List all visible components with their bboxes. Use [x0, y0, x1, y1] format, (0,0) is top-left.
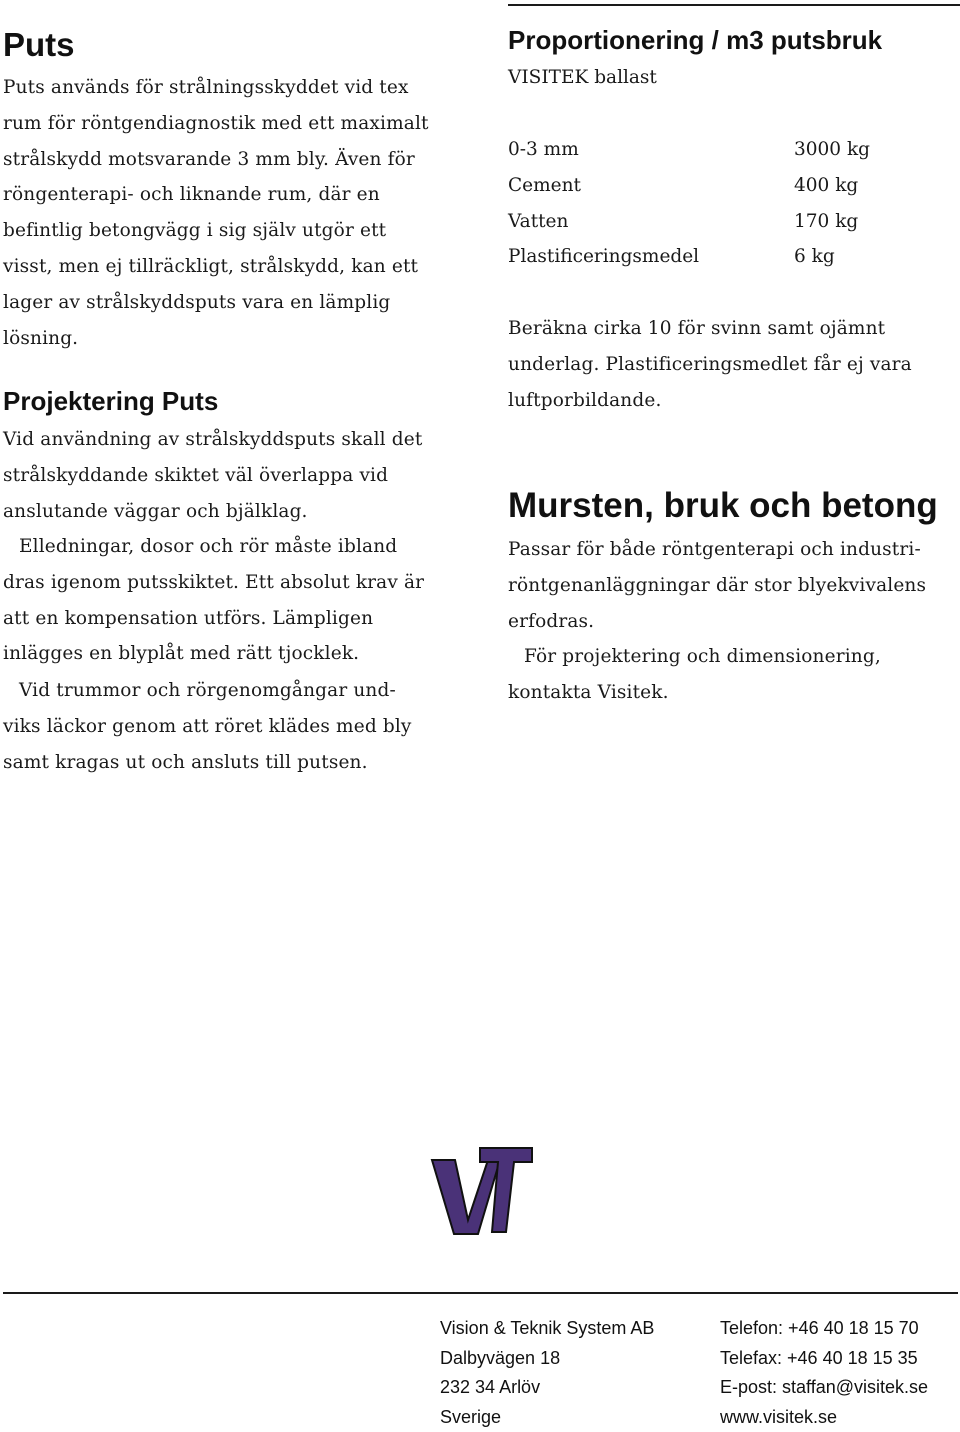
text-line: lager av strålskyddsputs vara en lämplig — [3, 291, 391, 313]
logo-v-shape — [432, 1160, 500, 1234]
postal-address: 232 34 Arlöv — [440, 1377, 541, 1398]
email-address[interactable]: E-post: staffan@visitek.se — [720, 1377, 929, 1398]
visitek-logo-icon — [430, 1146, 534, 1238]
footer-rule — [3, 1292, 958, 1294]
mix-row — [508, 204, 958, 240]
proportionering-subtitle: VISITEK ballast — [508, 67, 657, 88]
text-line: underlag. Plastificeringsmedlet får ej vara — [508, 353, 912, 375]
projektering-paragraph-3 — [3, 673, 412, 780]
proportionering-note — [508, 311, 912, 418]
mix-ingredient: Plastificeringsmedel — [508, 246, 700, 268]
mix-row — [508, 239, 958, 275]
footer-address — [440, 1314, 654, 1432]
projektering-heading: Projektering Puts — [3, 386, 219, 416]
text-line: visst, men ej tillräckligt, strålskydd, kan ett — [3, 255, 419, 277]
text-line: För projektering och dimensionering, — [524, 646, 881, 667]
text-line: Elledningar, dosor och rör måste ibland — [19, 536, 398, 557]
text-line: anslutande väggar och bjälklag. — [3, 500, 308, 522]
text-line: befintlig betongvägg i sig själv utgör ett — [3, 220, 387, 242]
street-address: Dalbyvägen 18 — [440, 1347, 561, 1368]
text-line: luftporbildande. — [508, 389, 662, 411]
top-rule — [508, 4, 960, 6]
text-line: Puts används för strålningsskyddet vid tex — [3, 77, 409, 98]
mix-quantity: 170 kg — [794, 210, 859, 232]
mursten-paragraph-1 — [508, 532, 926, 639]
puts-heading: Puts — [3, 26, 75, 63]
mix-row — [508, 168, 958, 204]
text-line: kontakta Visitek. — [508, 681, 669, 703]
mix-table — [508, 132, 958, 275]
website-link[interactable]: www.visitek.se — [720, 1406, 838, 1427]
footer-contact — [720, 1314, 928, 1432]
mursten-paragraph-2 — [508, 639, 881, 711]
text-line: rum för röntgendiagnostik med ett maximalt — [3, 112, 429, 134]
mix-ingredient: Vatten — [508, 210, 569, 232]
phone-number: Telefon: +46 40 18 15 70 — [720, 1318, 919, 1338]
mix-ingredient: 0-3 mm — [508, 139, 579, 160]
text-line: Vid användning av strålskyddsputs skall det — [3, 429, 423, 450]
puts-paragraph — [3, 70, 429, 356]
text-line: Passar för både röntgenterapi och industri- — [508, 539, 921, 560]
text-line: inlägges en blyplåt med rätt tjocklek. — [3, 643, 360, 665]
text-line: röntgenanläggningar där stor blyekvivalens — [508, 574, 927, 596]
fax-number: Telefax: +46 40 18 15 35 — [720, 1347, 918, 1368]
text-line: strålskydd motsvarande 3 mm bly. Även för — [3, 148, 415, 170]
projektering-paragraph-1 — [3, 422, 422, 529]
mix-row — [508, 132, 958, 168]
text-line: dras igenom putsskiktet. Ett absolut krav är — [3, 571, 425, 593]
mix-quantity: 3000 kg — [794, 139, 871, 160]
text-line: röngenterapi- och liknande rum, där en — [3, 184, 380, 206]
text-line: strålskyddande skiktet väl överlappa vid — [3, 464, 389, 486]
mursten-heading: Mursten, bruk och betong — [508, 486, 938, 525]
text-line: erfodras. — [508, 610, 595, 632]
mix-quantity: 6 kg — [794, 246, 835, 268]
country: Sverige — [440, 1406, 502, 1427]
mix-ingredient: Cement — [508, 174, 581, 196]
projektering-paragraph-2 — [3, 529, 424, 672]
text-line: att en kompensation utförs. Lämpligen — [3, 607, 374, 629]
text-line: lösning. — [3, 327, 79, 349]
mix-quantity: 400 kg — [794, 174, 859, 196]
text-line: viks läckor genom att röret klädes med bly — [3, 715, 412, 737]
text-line: Beräkna cirka 10 för svinn samt ojämnt — [508, 318, 886, 339]
company-name: Vision & Teknik System AB — [440, 1318, 655, 1338]
proportionering-heading: Proportionering / m3 putsbruk — [508, 25, 883, 55]
text-line: samt kragas ut och ansluts till putsen. — [3, 751, 368, 773]
text-line: Vid trummor och rörgenomgångar und- — [19, 680, 396, 701]
